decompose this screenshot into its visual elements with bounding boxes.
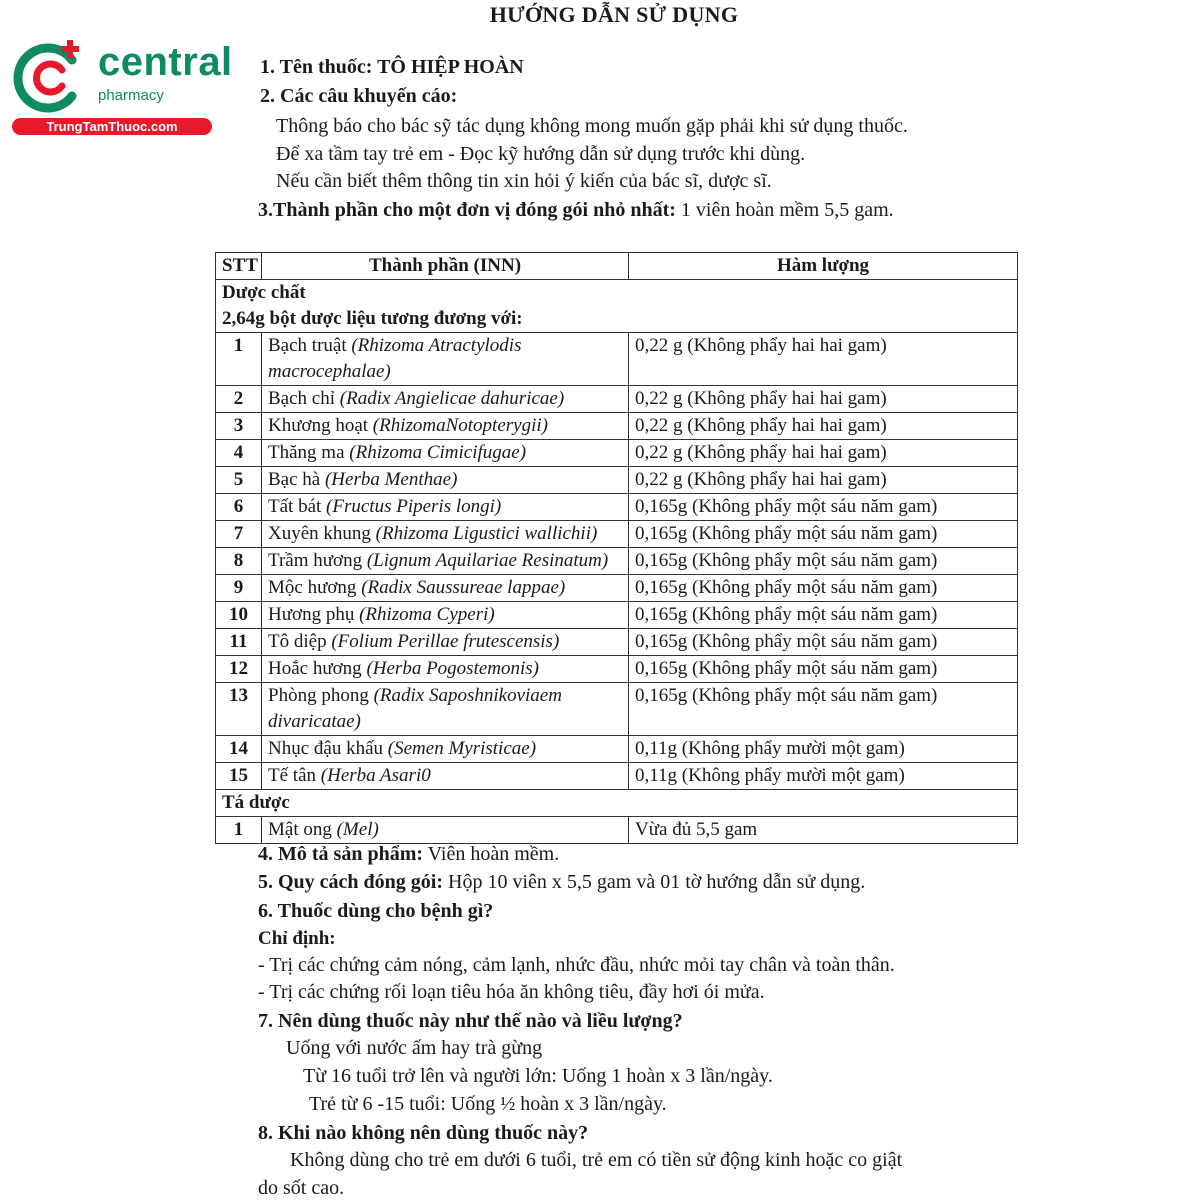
ingredient-number: 8	[216, 548, 262, 575]
ingredient-row	[216, 548, 1018, 575]
ingredient-name-cell	[262, 602, 629, 629]
ingredient-row	[216, 763, 1018, 790]
ingredient-amount: 0,165g (Không phẩy một sáu năm gam)	[629, 494, 1018, 521]
ingredient-name: Tế tân	[268, 765, 317, 786]
ingredient-row	[216, 386, 1018, 413]
pharmacy-logo-icon	[10, 38, 90, 118]
ingredient-row	[216, 467, 1018, 494]
ingredient-name-cell	[262, 629, 629, 656]
ingredient-number: 9	[216, 575, 262, 602]
ingredient-latin-name: (Rhizoma Atractylodis macrocephalae)	[268, 335, 522, 382]
section-5-packaging	[258, 870, 865, 894]
ingredient-number: 3	[216, 413, 262, 440]
indication-line: - Trị các chứng cảm nóng, cảm lạnh, nhức đầu, nhức mỏi tay chân và toàn thân.	[258, 954, 895, 976]
ingredient-name: Trầm hương	[268, 550, 363, 571]
ingredient-amount: 0,22 g (Không phẩy hai hai gam)	[629, 333, 1018, 386]
ingredient-row	[216, 333, 1018, 386]
section-active-label: Dược chất	[216, 280, 1018, 307]
ingredient-name: Phòng phong	[268, 685, 369, 706]
contraindication-line: Không dùng cho trẻ em dưới 6 tuổi, trẻ em có tiền sử động kinh hoặc co giật	[290, 1149, 903, 1171]
ingredient-name-cell	[262, 763, 629, 790]
ingredient-name-cell	[262, 683, 629, 736]
ingredient-amount: 0,22 g (Không phẩy hai hai gam)	[629, 386, 1018, 413]
ingredient-name-cell	[262, 386, 629, 413]
ingredient-name-cell	[262, 575, 629, 602]
ingredient-latin-name: (Herba Menthae)	[324, 469, 458, 490]
ingredient-number: 7	[216, 521, 262, 548]
indication-label: Chỉ định:	[258, 928, 336, 949]
section-row-excipient	[216, 790, 1018, 817]
ingredient-name: Tô diệp	[268, 631, 327, 652]
section-1-drug-name	[260, 55, 524, 79]
section-2-heading: 2. Các câu khuyến cáo:	[260, 85, 458, 107]
ingredient-name-cell	[262, 548, 629, 575]
ingredient-number: 6	[216, 494, 262, 521]
ingredient-number: 1	[216, 817, 262, 844]
section-3-label: 3.Thành phần cho một đơn vị đóng gói nhỏ nhất:	[258, 199, 676, 221]
section-4-value: Viên hoàn mềm.	[427, 843, 560, 865]
ingredient-name-cell	[262, 656, 629, 683]
ingredient-row	[216, 413, 1018, 440]
section-7-heading: 7. Nên dùng thuốc này như thế nào và liều lượng?	[258, 1010, 683, 1032]
section-4-description	[258, 842, 559, 866]
section-3-value: 1 viên hoàn mềm 5,5 gam.	[680, 199, 894, 221]
ingredient-number: 10	[216, 602, 262, 629]
section-8-heading: 8. Khi nào không nên dùng thuốc này?	[258, 1122, 589, 1144]
ingredient-row	[216, 494, 1018, 521]
ingredient-amount: 0,165g (Không phẩy một sáu năm gam)	[629, 575, 1018, 602]
section-4-label: 4. Mô tả sản phẩm:	[258, 843, 424, 865]
central-pharmacy-logo[interactable]	[10, 38, 233, 138]
warning-line: Thông báo cho bác sỹ tác dụng không mong muốn gặp phải khi sử dụng thuốc.	[276, 115, 908, 137]
ingredient-number: 14	[216, 736, 262, 763]
ingredient-row	[216, 817, 1018, 844]
ingredient-latin-name: (Rhizoma Ligustici wallichii)	[375, 523, 598, 544]
ingredient-name-cell	[262, 521, 629, 548]
ingredient-amount: 0,165g (Không phẩy một sáu năm gam)	[629, 521, 1018, 548]
header-ingredient: Thành phần (INN)	[262, 253, 629, 280]
header-amount: Hàm lượng	[629, 253, 1018, 280]
ingredient-row	[216, 575, 1018, 602]
logo-website[interactable]: TrungTamThuoc.com	[12, 118, 212, 135]
section-row-active	[216, 280, 1018, 307]
ingredient-name: Nhục đậu khấu	[268, 738, 384, 759]
ingredient-name: Bạc hà	[268, 469, 321, 490]
ingredient-number: 1	[216, 333, 262, 386]
ingredient-latin-name: (Radix Saussureae lappae)	[361, 577, 566, 598]
ingredient-name: Hoắc hương	[268, 658, 362, 679]
ingredient-name-cell	[262, 413, 629, 440]
ingredient-latin-name: (Herba Pogostemonis)	[366, 658, 539, 679]
ingredient-row	[216, 521, 1018, 548]
warning-line: Để xa tầm tay trẻ em - Đọc kỹ hướng dẫn sử dụng trước khi dùng.	[276, 143, 806, 165]
indication-line: - Trị các chứng rối loạn tiêu hóa ăn không tiêu, đầy hơi ói mửa.	[258, 981, 765, 1003]
section-6-heading: 6. Thuốc dùng cho bệnh gì?	[258, 900, 494, 922]
dosage-line: Trẻ từ 6 -15 tuổi: Uống ½ hoàn x 3 lần/ngày.	[309, 1093, 667, 1115]
section-row-active-sub	[216, 306, 1018, 333]
section-1-label: 1. Tên thuốc:	[260, 56, 373, 78]
ingredient-name-cell	[262, 817, 629, 844]
ingredient-latin-name: (Fructus Piperis longi)	[326, 496, 502, 517]
ingredient-name: Bạch truật	[268, 335, 347, 356]
ingredient-row	[216, 440, 1018, 467]
ingredient-name-cell	[262, 467, 629, 494]
ingredient-row	[216, 656, 1018, 683]
header-stt: STT	[216, 253, 262, 280]
section-excipient-label: Tá dược	[216, 790, 1018, 817]
ingredient-latin-name: (Lignum Aquilariae Resinatum)	[366, 550, 609, 571]
dosage-line: Uống với nước ấm hay trà gừng	[286, 1037, 543, 1059]
ingredient-name: Thăng ma	[268, 442, 345, 463]
ingredient-latin-name: (Rhizoma Cimicifugae)	[349, 442, 527, 463]
ingredient-amount: 0,11g (Không phẩy mười một gam)	[629, 763, 1018, 790]
table-header-row	[216, 253, 1018, 280]
ingredient-amount: 0,22 g (Không phẩy hai hai gam)	[629, 413, 1018, 440]
section-3-composition	[258, 198, 894, 222]
ingredient-name-cell	[262, 736, 629, 763]
ingredient-name-cell	[262, 333, 629, 386]
ingredient-row	[216, 629, 1018, 656]
ingredient-latin-name: (Semen Myristicae)	[387, 738, 537, 759]
ingredient-latin-name: (Folium Perillae frutescensis)	[331, 631, 560, 652]
ingredient-number: 4	[216, 440, 262, 467]
ingredient-latin-name: (Rhizoma Cyperi)	[359, 604, 495, 625]
ingredient-name: Mật ong	[268, 819, 332, 840]
ingredients-table	[215, 252, 1018, 844]
ingredient-amount: 0,165g (Không phẩy một sáu năm gam)	[629, 548, 1018, 575]
ingredient-name: Tất bát	[268, 496, 322, 517]
section-5-label: 5. Quy cách đóng gói:	[258, 871, 444, 893]
ingredient-latin-name: (Mel)	[336, 819, 379, 840]
ingredient-name: Xuyên khung	[268, 523, 371, 544]
ingredient-amount: 0,165g (Không phẩy một sáu năm gam)	[629, 602, 1018, 629]
ingredient-name: Hương phụ	[268, 604, 355, 625]
logo-subtitle: pharmacy	[98, 87, 164, 104]
ingredient-latin-name: (Radix Saposhnikoviaem divaricatae)	[268, 685, 562, 732]
ingredient-name: Bạch chỉ	[268, 388, 336, 409]
logo-brand-name: central	[98, 40, 233, 84]
drug-name: TÔ HIỆP HOÀN	[377, 56, 524, 78]
ingredient-latin-name: (Herba Asari0	[320, 765, 431, 786]
ingredient-name-cell	[262, 494, 629, 521]
ingredient-amount: 0,22 g (Không phẩy hai hai gam)	[629, 440, 1018, 467]
ingredient-number: 13	[216, 683, 262, 736]
ingredient-amount: Vừa đủ 5,5 gam	[629, 817, 1018, 844]
ingredient-row	[216, 736, 1018, 763]
ingredient-number: 12	[216, 656, 262, 683]
contraindication-line: do sốt cao.	[258, 1177, 345, 1199]
ingredient-number: 11	[216, 629, 262, 656]
ingredient-name: Mộc hương	[268, 577, 357, 598]
section-active-sublabel: 2,64g bột dược liệu tương đương với:	[216, 306, 1018, 333]
ingredient-number: 5	[216, 467, 262, 494]
ingredient-row	[216, 683, 1018, 736]
document-title: HƯỚNG DẪN SỬ DỤNG	[489, 2, 739, 27]
ingredient-latin-name: (RhizomaNotopterygii)	[372, 415, 548, 436]
ingredient-latin-name: (Radix Angielicae dahuricae)	[339, 388, 565, 409]
section-5-value: Hộp 10 viên x 5,5 gam và 01 tờ hướng dẫn sử dụng.	[448, 871, 866, 893]
ingredient-number: 15	[216, 763, 262, 790]
ingredient-name: Khương hoạt	[268, 415, 369, 436]
ingredient-amount: 0,165g (Không phẩy một sáu năm gam)	[629, 629, 1018, 656]
ingredient-row	[216, 602, 1018, 629]
ingredient-amount: 0,11g (Không phẩy mười một gam)	[629, 736, 1018, 763]
ingredient-amount: 0,22 g (Không phẩy hai hai gam)	[629, 467, 1018, 494]
ingredient-number: 2	[216, 386, 262, 413]
ingredient-amount: 0,165g (Không phẩy một sáu năm gam)	[629, 683, 1018, 736]
ingredient-amount: 0,165g (Không phẩy một sáu năm gam)	[629, 656, 1018, 683]
dosage-line: Từ 16 tuổi trở lên và người lớn: Uống 1 hoàn x 3 lần/ngày.	[303, 1065, 773, 1087]
ingredient-name-cell	[262, 440, 629, 467]
warning-line: Nếu cần biết thêm thông tin xin hỏi ý kiến của bác sĩ, dược sĩ.	[276, 170, 772, 192]
